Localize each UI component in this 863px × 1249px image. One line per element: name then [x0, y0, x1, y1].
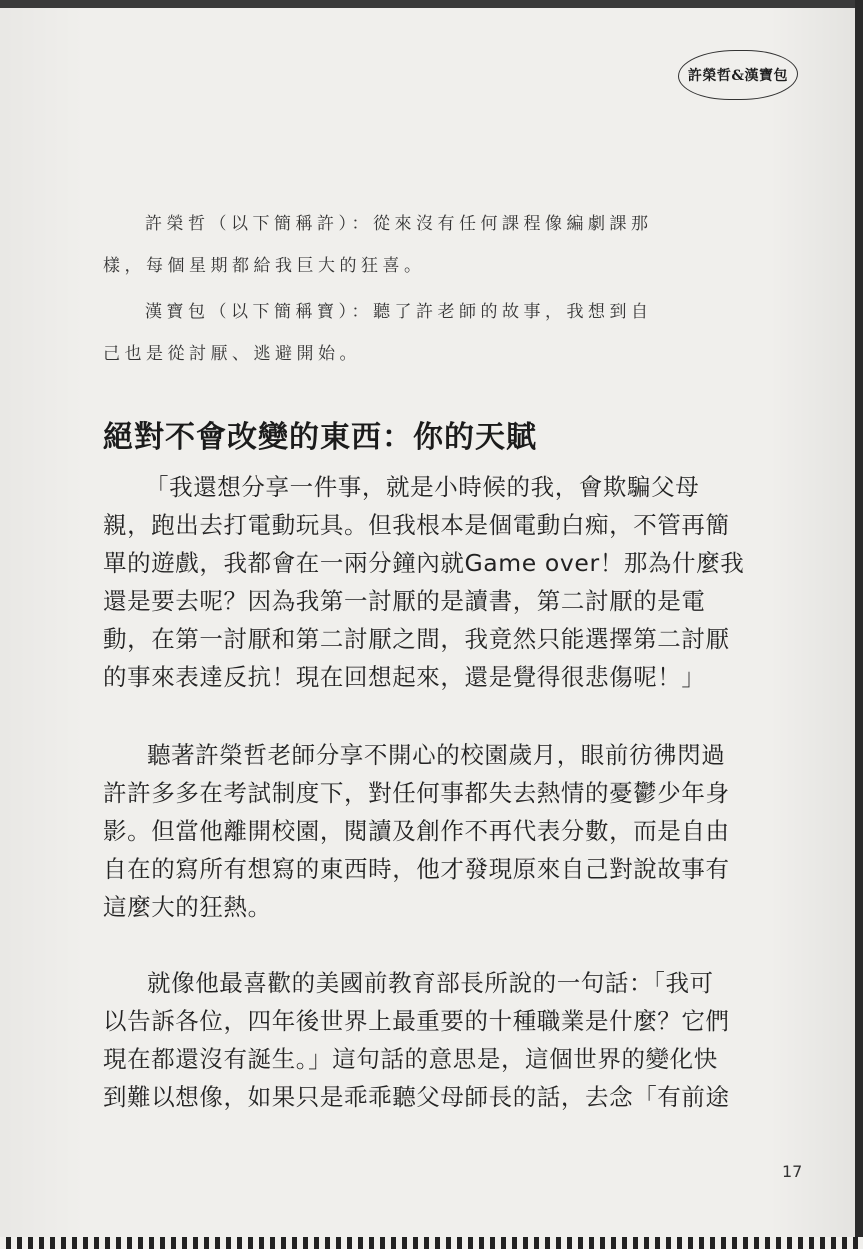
dialogue-line: 漢寶包（以下簡稱寶）：聽了許老師的故事，我想到自: [145, 302, 653, 322]
paragraph-line: 就像他最喜歡的美國前教育部長所說的一句話：「我可: [147, 969, 714, 997]
scan-right-edge: [855, 0, 863, 1249]
author-tag: 許榮哲&漢寶包: [678, 50, 798, 100]
dialogue-line: 樣，每個星期都給我巨大的狂喜。: [103, 256, 426, 276]
paragraph-line: 「我還想分享一件事，就是小時候的我，會欺騙父母: [145, 473, 700, 501]
paragraph-line: 許許多多在考試制度下，對任何事都失去熱情的憂鬱少年身: [103, 779, 730, 807]
paragraph-3: [103, 964, 743, 1116]
paragraph-line: 親，跑出去打電動玩具。但我根本是個電動白痴，不管再簡: [103, 511, 730, 539]
paragraph-line: 還是要去呢？因為我第一討厭的是讀書，第二討厭的是電: [103, 587, 706, 615]
dialogue-bao: [103, 291, 743, 375]
paragraph-line: 影。但當他離開校園，閱讀及創作不再代表分數，而是自由: [103, 817, 730, 845]
paragraph-line: 現在都還沒有誕生。」這句話的意思是，這個世界的變化快: [103, 1045, 718, 1073]
page-number: 17: [782, 1162, 803, 1181]
paragraph-line: 單的遊戲，我都會在一兩分鐘內就Game over！那為什麼我: [103, 549, 745, 577]
dialogue-line: 許榮哲（以下簡稱許）：從來沒有任何課程像編劇課那: [145, 214, 653, 234]
paragraph-line: 到難以想像，如果只是乖乖聽父母師長的話，去念「有前途: [103, 1083, 730, 1111]
paragraph-line: 自在的寫所有想寫的東西時，他才發現原來自己對說故事有: [103, 855, 730, 883]
paragraph-line: 聽著許榮哲老師分享不開心的校園歲月，眼前彷彿閃過: [147, 741, 726, 769]
dialogue-line: 己也是從討厭、逃避開始。: [103, 344, 361, 364]
section-heading: 絕對不會改變的東西：你的天賦: [103, 420, 537, 455]
paragraph-2: [103, 736, 743, 926]
paragraph-line: 以告訴各位，四年後世界上最重要的十種職業是什麼？它們: [103, 1007, 730, 1035]
paragraph-line: 這麼大的狂熱。: [103, 893, 272, 921]
scan-top-edge: [0, 0, 863, 8]
paragraph-line: 的事來表達反抗！現在回想起來，還是覺得很悲傷呢！」: [103, 663, 706, 691]
dialogue-hsu: [103, 203, 743, 287]
scan-bottom-edge: [0, 1237, 863, 1249]
paragraph-1: [103, 468, 743, 696]
paragraph-line: 動，在第一討厭和第二討厭之間，我竟然只能選擇第二討厭: [103, 625, 730, 653]
